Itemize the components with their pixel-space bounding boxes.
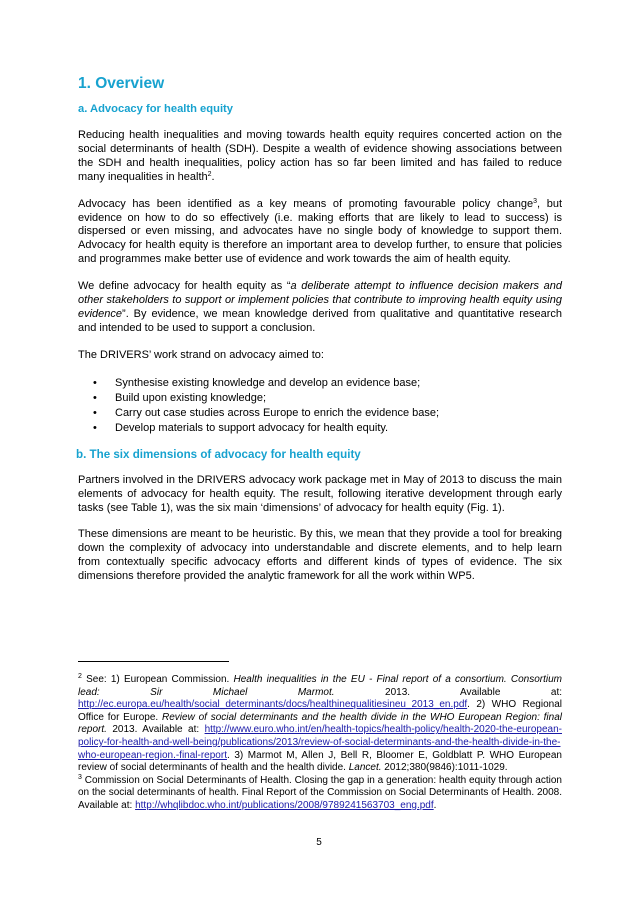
footnote-text: Commission on Social Determinants of Health. Closing the gap in a generation: health equity through action on the social determinants of health. Final Report of the Commission on Social Determinants of Health. 2008. Available at: [78,774,562,811]
paragraph-2 [78,198,562,268]
paragraph-1-text: Reducing health inequalities and moving towards health equity requires concerted action on the social determinants of health (SDH). Despite a wealth of evidence showing associations between the SDH and health inequalities, policy action has so far been limited and has failed to reduce many inequalities in health [78,129,562,183]
paragraph-5: Partners involved in the DRIVERS advocacy work package met in May of 2013 to discuss the main elements of advocacy for health equity. The result, following iterative development through early tasks (see Table 1), was the six main ‘dimensions’ of advocacy for health equity (Fig. 1). [78,473,562,514]
footnote-number: 2 [78,673,82,680]
footnote-title: Review of social determinants and the health divide in the WHO European Region: final report. [78,711,562,736]
paragraph-6: These dimensions are meant to be heuristic. By this, we mean that they provide a tool for breaking down the complexity of advocacy into understandable and discrete elements, and to help learn from contextually specific advocacy efforts and different kinds of types of evidence. The six dimensions therefore provided the analytic framework for all the work within WP5. [78,528,562,583]
paragraph-3-pre: We define advocacy for health equity as “ [78,280,291,293]
footnote-title: Health inequalities in the EU - Final report of a consortium. Consortium lead: Sir Michael Marmot. [78,674,562,698]
bullet-icon: • [93,376,97,389]
footnote-number: 3 [78,773,82,781]
list-item-text: Carry out case studies across Europe to enrich the evidence base; [115,406,440,419]
footnote-text: 2013. Available at: [106,724,205,736]
footnote-text: See: 1) European Commission. [81,674,234,685]
footnote-text: . 3) Marmot M, Allen J, Bell R, Bloomer E, Goldblatt P. WHO European review of social determinants of health and the health divide. [78,749,562,774]
paragraph-2-text-2: , but evidence on how to do so effectively (i.e. making efforts that are likely to lead to success) is dispersed or even missing, and advocates have no single body of knowledge to support them. Advocacy for health equity is therefore an important area to develop further, to ensure that policies and programmes make better use of evidence and work towards the aim of health equity. [78,197,563,266]
list-item [78,376,562,391]
footnote-3 [78,775,562,813]
footnote-text: 2012;380(9846):1011-1029. [381,762,508,774]
footnote-text: 2013. Available at: [334,686,563,698]
paragraph-3 [78,280,562,336]
footnote-2 [78,674,562,775]
footnote-link[interactable]: http://ec.europa.eu/health/social_determinants/docs/healthinequalitiesineu_2013_en.pdf [78,699,468,711]
bullet-icon: • [93,391,97,404]
list-item-text: Synthesise existing knowledge and develop an evidence base; [115,376,421,389]
aims-list [78,376,562,436]
footnotes [78,674,562,813]
footnote-ref-3[interactable]: 3 [533,197,538,205]
bullet-icon: • [93,406,97,419]
subheading-six-dimensions: b. The six dimensions of advocacy for health equity [76,447,361,461]
paragraph-2-text-1: Advocacy has been identified as a key means of promoting favourable policy change [78,197,534,210]
main-content [78,75,562,597]
page-number: 5 [316,837,322,848]
bullet-icon: • [93,421,97,434]
footnote-divider [78,661,229,662]
footnote-text: . 2) WHO Regional Office for Europe. [78,699,562,723]
paragraph-1 [78,129,562,185]
footnote-journal: Lancet. [348,762,382,774]
footnote-link[interactable]: http://www.euro.who.int/en/health-topics/health-policy/health-2020-the-european-policy-for-health-and-well-being/publications/2013/review-of-social-determinants-and-the-health-divide-in-the-who-european-region.-final-report [78,724,562,761]
list-item [78,391,562,406]
paragraph-1-end: . [211,170,215,183]
paragraph-3-post: ”. By evidence, we mean knowledge derived from qualitative and quantitative research and intended to be used to support a conclusion. [78,307,562,334]
list-item-text: Develop materials to support advocacy for health equity. [115,421,389,434]
footnote-link[interactable]: http://whqlibdoc.who.int/publications/2008/9789241563703_eng.pdf [135,799,434,811]
section-heading: 1. Overview [78,75,165,92]
subheading-advocacy: a. Advocacy for health equity [78,103,234,115]
paragraph-4: The DRIVERS’ work strand on advocacy aimed to: [78,348,324,361]
list-item [78,421,562,436]
footnote-ref-2[interactable]: 2 [207,170,212,178]
list-item [78,406,562,421]
list-item-text: Build upon existing knowledge; [115,391,267,404]
footnote-text: . [433,799,437,811]
advocacy-definition: a deliberate attempt to influence decision makers and other stakeholders to support or implement policies that contribute to improving health equity using evidence [78,280,562,320]
